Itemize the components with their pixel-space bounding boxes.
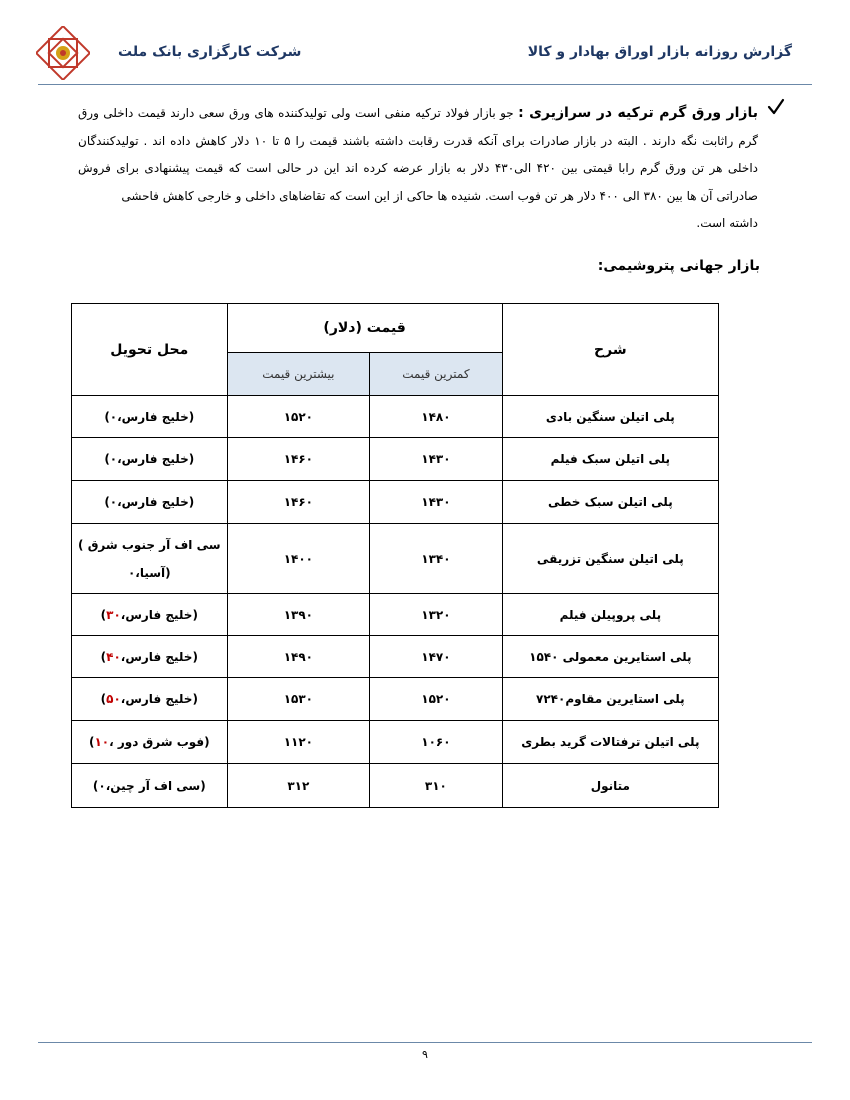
row-description: پلی پروپیلن فیلم (502, 594, 718, 636)
checkmark-icon (767, 98, 785, 116)
bullet-body: جو بازار فولاد ترکیه منفی است ولی تولیدکننده های ورق سعی دارند قیمت داخلی ورق گرم راثابت نگه دارند . البته در بازار صادرات برای آنکه قدرت رقابت داشته باشند قیمت را ۵ تا ۱۰ دلار کاهش داده اند . تولیدکنندگان داخلی هر تن ورق گرم رابا قیمتی بین ۴۲۰ الی۴۳۰ دلار به بازار عرضه کرده اند این در حالی است که قیمت پیشنهادی برای فروش صادراتی آن ها بین ۳۸۰ الی ۴۰۰ دلار هر تن فوب است. شنیده ها حاکی از این است که تقاضاهای داخلی و خارجی کاهش فاحشی (78, 106, 759, 203)
row-delivery (72, 524, 228, 594)
delivery-location: (فوب شرق دور ، (109, 735, 210, 749)
row-delivery (72, 438, 228, 481)
table-row (72, 438, 719, 481)
bullet-heading: بازار ورق گرم ترکیه در سرازیری : (518, 105, 758, 121)
row-min-price: ۱۳۴۰ (370, 524, 503, 594)
delivery-close: ) (104, 409, 110, 424)
delivery-days: ۱۰ (94, 735, 110, 749)
table-row (72, 594, 719, 636)
delivery-location: (خلیج فارس، (117, 495, 195, 509)
row-max-price: ۱۳۹۰ (227, 594, 370, 636)
page-number: ۹ (422, 1048, 428, 1061)
row-delivery (72, 594, 228, 636)
header-delivery: محل تحویل (72, 304, 228, 396)
row-max-price: ۱۴۹۰ (227, 636, 370, 678)
header-rule (38, 84, 812, 85)
bullet-last-line: داشته است. (696, 216, 758, 230)
row-max-price: ۱۴۶۰ (227, 481, 370, 524)
row-description: پلی اتیلن ترفتالات گرید بطری (502, 721, 718, 764)
table-row (72, 636, 719, 678)
delivery-days: ۵۰ (106, 692, 121, 706)
report-title: گزارش روزانه بازار اوراق بهادار و کالا (527, 44, 792, 60)
row-min-price: ۱۳۲۰ (370, 594, 503, 636)
row-description: متانول (502, 764, 718, 808)
row-delivery (72, 764, 228, 808)
delivery-close: ) (100, 692, 107, 706)
delivery-close: ) (92, 778, 99, 793)
row-max-price: ۱۴۰۰ (227, 524, 370, 594)
delivery-close: ) (100, 607, 107, 622)
delivery-close: ) (88, 735, 95, 749)
delivery-location: (خلیج فارس، (120, 607, 198, 622)
table-row (72, 721, 719, 764)
table-row (72, 396, 719, 438)
row-min-price: ۱۰۶۰ (370, 721, 503, 764)
delivery-days: ۴۰ (106, 649, 121, 664)
row-min-price: ۱۴۷۰ (370, 636, 503, 678)
delivery-location: (سی اف آر چین، (105, 778, 206, 793)
delivery-days: ۰ (98, 778, 106, 793)
row-description: پلی اتیلن سبک فیلم (502, 438, 718, 481)
delivery-close: ) (104, 452, 110, 466)
delivery-close: ) (100, 649, 107, 664)
footer-rule (38, 1042, 812, 1043)
table-row (72, 678, 719, 721)
header-description: شرح (502, 304, 718, 396)
delivery-close: ) (104, 495, 110, 509)
row-description: پلی استایرین معمولی ۱۵۴۰ (502, 636, 718, 678)
delivery-days: ۰ (109, 452, 118, 466)
bank-mellat-logo (36, 26, 90, 80)
row-min-price: ۱۴۸۰ (370, 396, 503, 438)
row-max-price: ۱۵۳۰ (227, 678, 370, 721)
petrochemical-price-table (71, 303, 719, 808)
row-max-price: ۱۱۲۰ (227, 721, 370, 764)
delivery-days: ۳۰ (106, 607, 121, 622)
section-heading: بازار جهانی پتروشیمی: (597, 258, 760, 274)
table-body (72, 396, 719, 808)
company-name: شرکت کارگزاری بانک ملت (118, 44, 302, 60)
header-price: قیمت (دلار) (227, 304, 502, 353)
delivery-location: (خلیج فارس، (117, 409, 195, 424)
row-description: پلی اتیلن سنگین تزریقی (502, 524, 718, 594)
row-delivery (72, 396, 228, 438)
delivery-location: (خلیج فارس، (117, 452, 195, 466)
row-description: پلی اتیلن سنگین بادی (502, 396, 718, 438)
row-max-price: ۱۵۲۰ (227, 396, 370, 438)
row-delivery (72, 636, 228, 678)
delivery-location: (خلیج فارس، (120, 692, 198, 706)
delivery-line: (آسیا،۰ (127, 565, 171, 580)
row-min-price: ۳۱۰ (370, 764, 503, 808)
row-description: پلی استایرین مقاوم۷۲۴۰ (502, 678, 718, 721)
delivery-days: ۰ (109, 495, 118, 509)
row-min-price: ۱۴۳۰ (370, 481, 503, 524)
row-delivery (72, 481, 228, 524)
header-min-price: کمترین قیمت (370, 353, 503, 396)
table-row (72, 764, 719, 808)
delivery-location: (خلیج فارس، (120, 649, 198, 664)
row-min-price: ۱۴۳۰ (370, 438, 503, 481)
header-max-price: بیشترین قیمت (227, 353, 370, 396)
delivery-line: سی اف آر جنوب شرق ) (78, 537, 221, 552)
bullet-paragraph (78, 100, 758, 238)
row-max-price: ۳۱۲ (227, 764, 370, 808)
row-delivery (72, 678, 228, 721)
row-max-price: ۱۴۶۰ (227, 438, 370, 481)
table-row (72, 481, 719, 524)
row-delivery (72, 721, 228, 764)
row-description: پلی اتیلن سبک خطی (502, 481, 718, 524)
delivery-days: ۰ (109, 409, 118, 424)
table-row (72, 524, 719, 594)
row-min-price: ۱۵۲۰ (370, 678, 503, 721)
